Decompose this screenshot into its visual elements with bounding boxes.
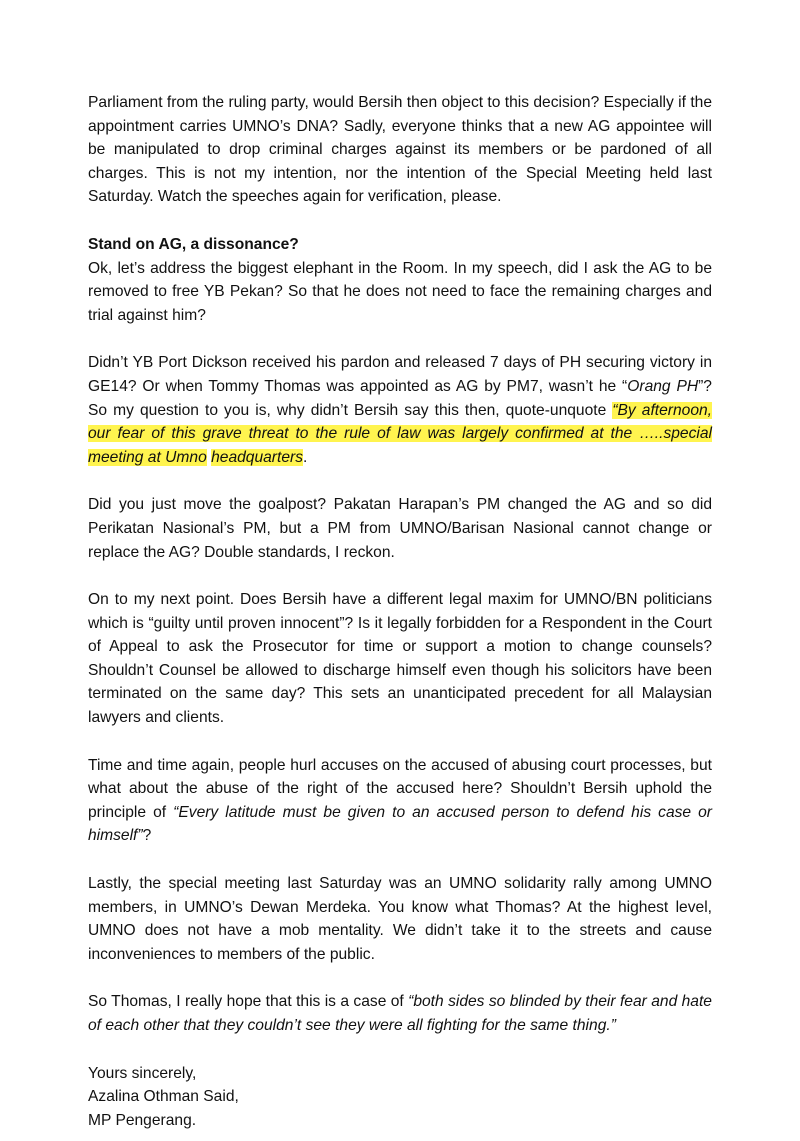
paragraph-solidarity-rally: Lastly, the special meeting last Saturday was an UMNO solidarity rally among UMNO members, in UMNO’s Dewan Merdeka. You know what Thomas? At the highest level, UMNO does not have a mob mentality. We didn’t take it to the streets and cause inconveniences to members of the public.: [88, 875, 712, 963]
italic-quote-latitude: “Every latitude must be given to an accused person to defend his case or himself”: [88, 803, 713, 845]
text-segment: ?: [142, 827, 152, 845]
paragraph-goalpost: Did you just move the goalpost? Pakatan Harapan’s PM changed the AG and so did Perikatan Nasional’s PM, but a PM from UMNO/Barisan Nasional cannot change or replace the AG? Double standards, I reckon.: [88, 496, 712, 561]
signature-title: MP Pengerang.: [88, 1111, 197, 1129]
text-segment: Time and time again, people hurl accuses on the accused of abusing court processes, but what about the abuse of the right of the accused here? Shouldn’t Bersih uphold the principle of: [88, 756, 712, 821]
text-segment: .: [303, 448, 308, 466]
paragraph-court-processes: [88, 754, 712, 848]
highlighted-quote-headquarters: headquarters: [211, 448, 303, 466]
paragraph-legal-maxim: On to my next point. Does Bersih have a different legal maxim for UMNO/BN politicians which is “guilty until proven innocent”? Is it legally forbidden for a Respondent in the Court of Appeal to ask the Prosecutor for time or support a motion to change counsels? Shouldn’t Counsel be allowed to discharge himself even though his solicitors have been terminated on the same day? This sets an unanticipated precedent for all Malaysian lawyers and clients.: [88, 591, 712, 727]
signature-name: Azalina Othman Said,: [88, 1088, 239, 1106]
text-segment: Didn’t YB Port Dickson received his pardon and released 7 days of PH securing victory in GE14? Or when Tommy Thomas was appointed as AG by PM7, wasn’t he “: [88, 354, 712, 395]
paragraph-elephant-in-room: Ok, let’s address the biggest elephant in the Room. In my speech, did I ask the AG to be removed to free YB Pekan? So that he does not need to face the remaining charges and trial against him?: [88, 259, 712, 324]
signature-closing: Yours sincerely,: [88, 1064, 197, 1082]
paragraph-closing-hope: [88, 990, 712, 1037]
text-segment: ”? So my question to you is, why didn’t Bersih say this then, quote-unquote: [88, 377, 712, 419]
text-segment: So Thomas, I really hope that this is a case of: [88, 993, 409, 1011]
paragraph-bersih-objection: Parliament from the ruling party, would Bersih then object to this decision? Especially if the appointment carries UMNO’s DNA? Sadly, everyone thinks that a new AG appointee will be manipulated to drop criminal charges against its members or be pardoned of all charges. This is not my intention, nor the intention of the Special Meeting held last Saturday. Watch the speeches again for verification, please.: [88, 94, 712, 206]
paragraph-port-dickson-pardon: [88, 351, 712, 469]
italic-quote-orang-ph: Orang PH: [627, 377, 699, 395]
italic-quote-both-sides: “both sides so blinded by their fear and hate of each other that they couldn’t see they were all fighting for the same thing.”: [88, 993, 712, 1034]
section-heading-ag-dissonance: Stand on AG, a dissonance?: [88, 235, 299, 253]
highlighted-quote-bersih: “By afternoon, our fear of this grave threat to the rule of law was largely confirmed at the …..special meeting at Umno: [88, 401, 713, 466]
